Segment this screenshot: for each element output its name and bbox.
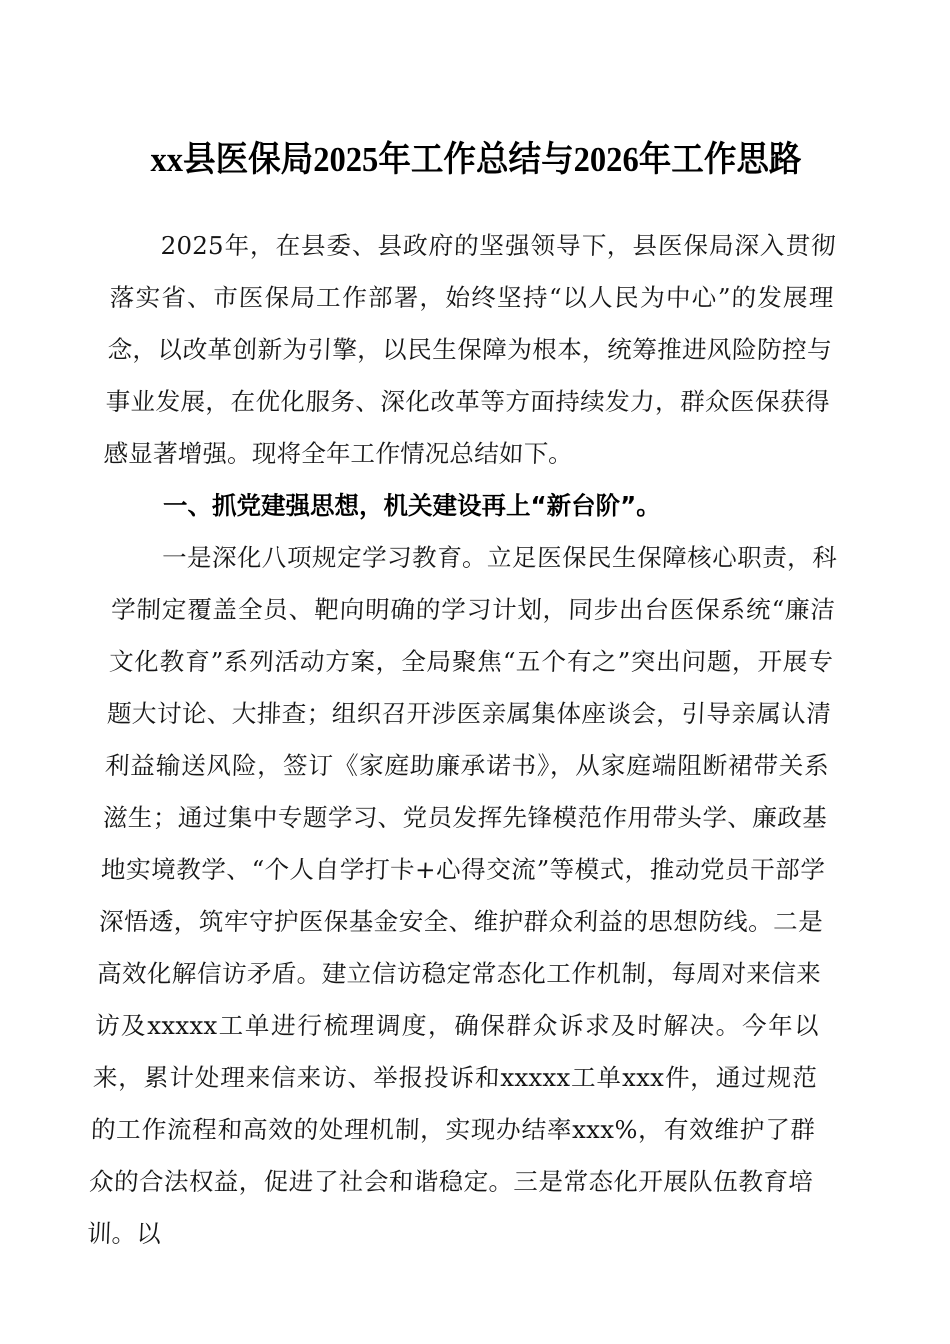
intro-paragraph: 2025年，在县委、县政府的坚强领导下，县医保局深入贯彻落实省、市医保局工作部署，始终坚持“以人民为中心”的发展理念，以改革创新为引擎，以民生保障为根本，统筹推进风险防控与事业发展，在优化服务、深化改革等方面持续发力，群众医保获得感显著增强。现将全年工作情况总结如下。 [103,231,837,468]
section-1-body-paragraph: 一是深化八项规定学习教育。立足医保民生保障核心职责，科学制定覆盖全员、靶向明确的学习计划，同步出台医保系统“廉洁文化教育”系列活动方案，全局聚焦“五个有之”突出问题，开展专题大讨论、大排查；组织召开涉医亲属集体座谈会，引导亲属认清利益输送风险，签订《家庭助廉承诺书》，从家庭端阻断裙带关系滋生；通过集中专题学习、党员发挥先锋模范作用带头学、廉政基地实境教学、“个人自学打卡+心得交流”等模式，推动党员干部学深悟透，筑牢守护医保基金安全、维护群众利益的思想防线。二是高效化解信访矛盾。建立信访稳定常态化工作机制，每周对来信来访及xxxxx工单进行梳理调度，确保群众诉求及时解决。今年以来，累计处理来信来访、举报投诉和xxxxx工单xxx件，通过规范的工作流程和高效的处理机制，实现办结率xxx%，有效维护了群众的合法权益，促进了社会和谐稳定。三是常态化开展队伍教育培训。以 [86,543,838,1248]
page-content-column [86,0,838,1260]
document-title: xx县医保局2025年工作总结与2026年工作思路 [150,140,802,179]
section-heading-1: 一、抓党建强思想，机关建设再上“新台阶”。 [163,491,661,520]
